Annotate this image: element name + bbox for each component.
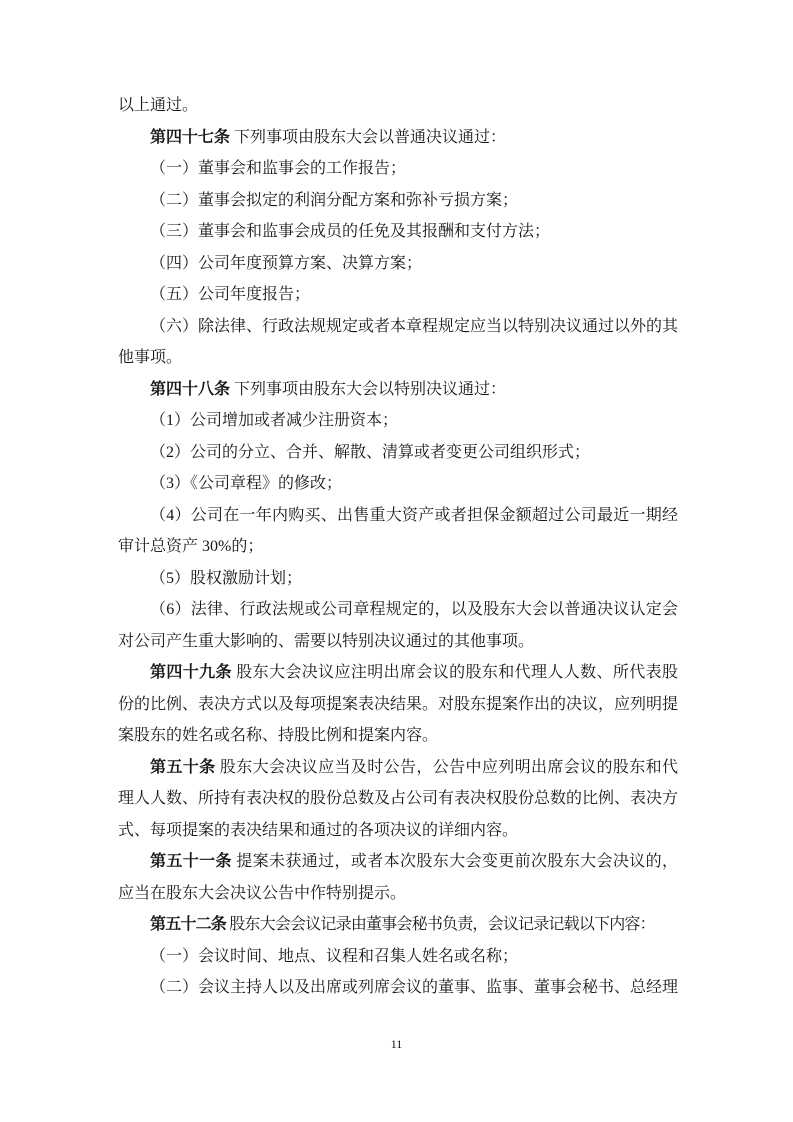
page-number: 11 [390,1037,403,1051]
paragraph-text: （3）《公司章程》的修改； [150,475,343,492]
paragraph-text: （4）公司在一年内购买、出售重大资产或者担保金额超过公司最近一期经审计总资产 30%的； [118,506,678,555]
article-text: 股东大会决议应当及时公告，公告中应列明出席会议的股东和代理人人数、所持有表决权的股份总数及占公司有表决权股份总数的比例、表决方式、每项提案的表决结果和通过的各项决议的详细内容。 [118,758,679,839]
paragraph-article-52 [118,909,678,941]
paragraph-text: （一）董事会和监事会的工作报告； [150,160,407,177]
paragraph-text: （6）法律、行政法规或公司章程规定的，以及股东大会以普通决议认定会对公司产生重大影响的、需要以特别决议通过的其他事项。 [118,601,678,650]
article-text: 提案未获通过，或者本次股东大会变更前次股东大会决议的，应当在股东大会决议公告中作特别提示。 [118,853,678,902]
paragraph-article-48 [118,374,678,406]
article-text: 下列事项由股东大会以特别决议通过： [230,380,507,398]
article-text: 股东大会会议记录由董事会秘书负责，会议记录记载以下内容： [226,916,655,933]
paragraph-article-49 [118,657,678,752]
paragraph-article-51 [118,846,678,909]
paragraph-text: （5）股权激励计划； [150,569,303,587]
page-content [118,90,678,1004]
list-item-47-2 [118,185,678,217]
article-number: 第四十八条 [150,380,231,398]
paragraph-text: （1）公司增加或者减少注册资本； [150,412,399,429]
list-item-47-1 [118,153,678,185]
list-item-48-6 [118,594,678,657]
paragraph-text: （2）公司的分立、合并、解散、清算或者变更公司组织形式； [150,443,591,461]
paragraph-text: （五）公司年度报告； [150,286,311,303]
paragraph-text: （四）公司年度预算方案、决算方案； [150,254,423,272]
list-item-48-2 [118,437,678,469]
article-number: 第五十二条 [150,916,227,933]
article-number: 第五十条 [150,758,216,776]
page-footer [0,1036,793,1052]
list-item-52-1 [118,941,678,973]
list-item-47-3 [118,216,678,248]
paragraph-text: （一）会议时间、地点、议程和召集人姓名或名称； [150,947,519,965]
article-number: 第四十九条 [150,664,232,681]
paragraph-text: （三）董事会和监事会成员的任免及其报酬和支付方法； [150,223,551,240]
article-number: 第四十七条 [150,128,231,146]
article-text: 下列事项由股东大会以普通决议通过： [230,128,507,146]
list-item-52-2 [118,972,678,1004]
list-item-47-4 [118,248,678,280]
paragraph-continuation [118,90,678,122]
list-item-48-3 [118,468,678,500]
article-text: 股东大会决议应注明出席会议的股东和代理人人数、所代表股份的比例、表决方式以及每项提案表决结果。对股东提案作出的决议，应列明提案股东的姓名或名称、持股比例和提案内容。 [118,664,679,744]
list-item-48-4 [118,500,678,563]
article-number: 第五十一条 [150,853,232,870]
paragraph-text: 以上通过。 [118,97,199,114]
list-item-48-5 [118,563,678,595]
paragraph-text: （二）董事会拟定的利润分配方案和弥补亏损方案； [150,191,519,209]
list-item-48-1 [118,405,678,437]
paragraph-text: （二）会议主持人以及出席或列席会议的董事、监事、董事会秘书、总经理 [150,979,679,996]
paragraph-article-50 [118,752,678,847]
paragraph-article-47 [118,122,678,154]
paragraph-text: （六）除法律、行政法规规定或者本章程规定应当以特别决议通过以外的其他事项。 [118,317,679,366]
list-item-47-6 [118,311,678,374]
list-item-47-5 [118,279,678,311]
